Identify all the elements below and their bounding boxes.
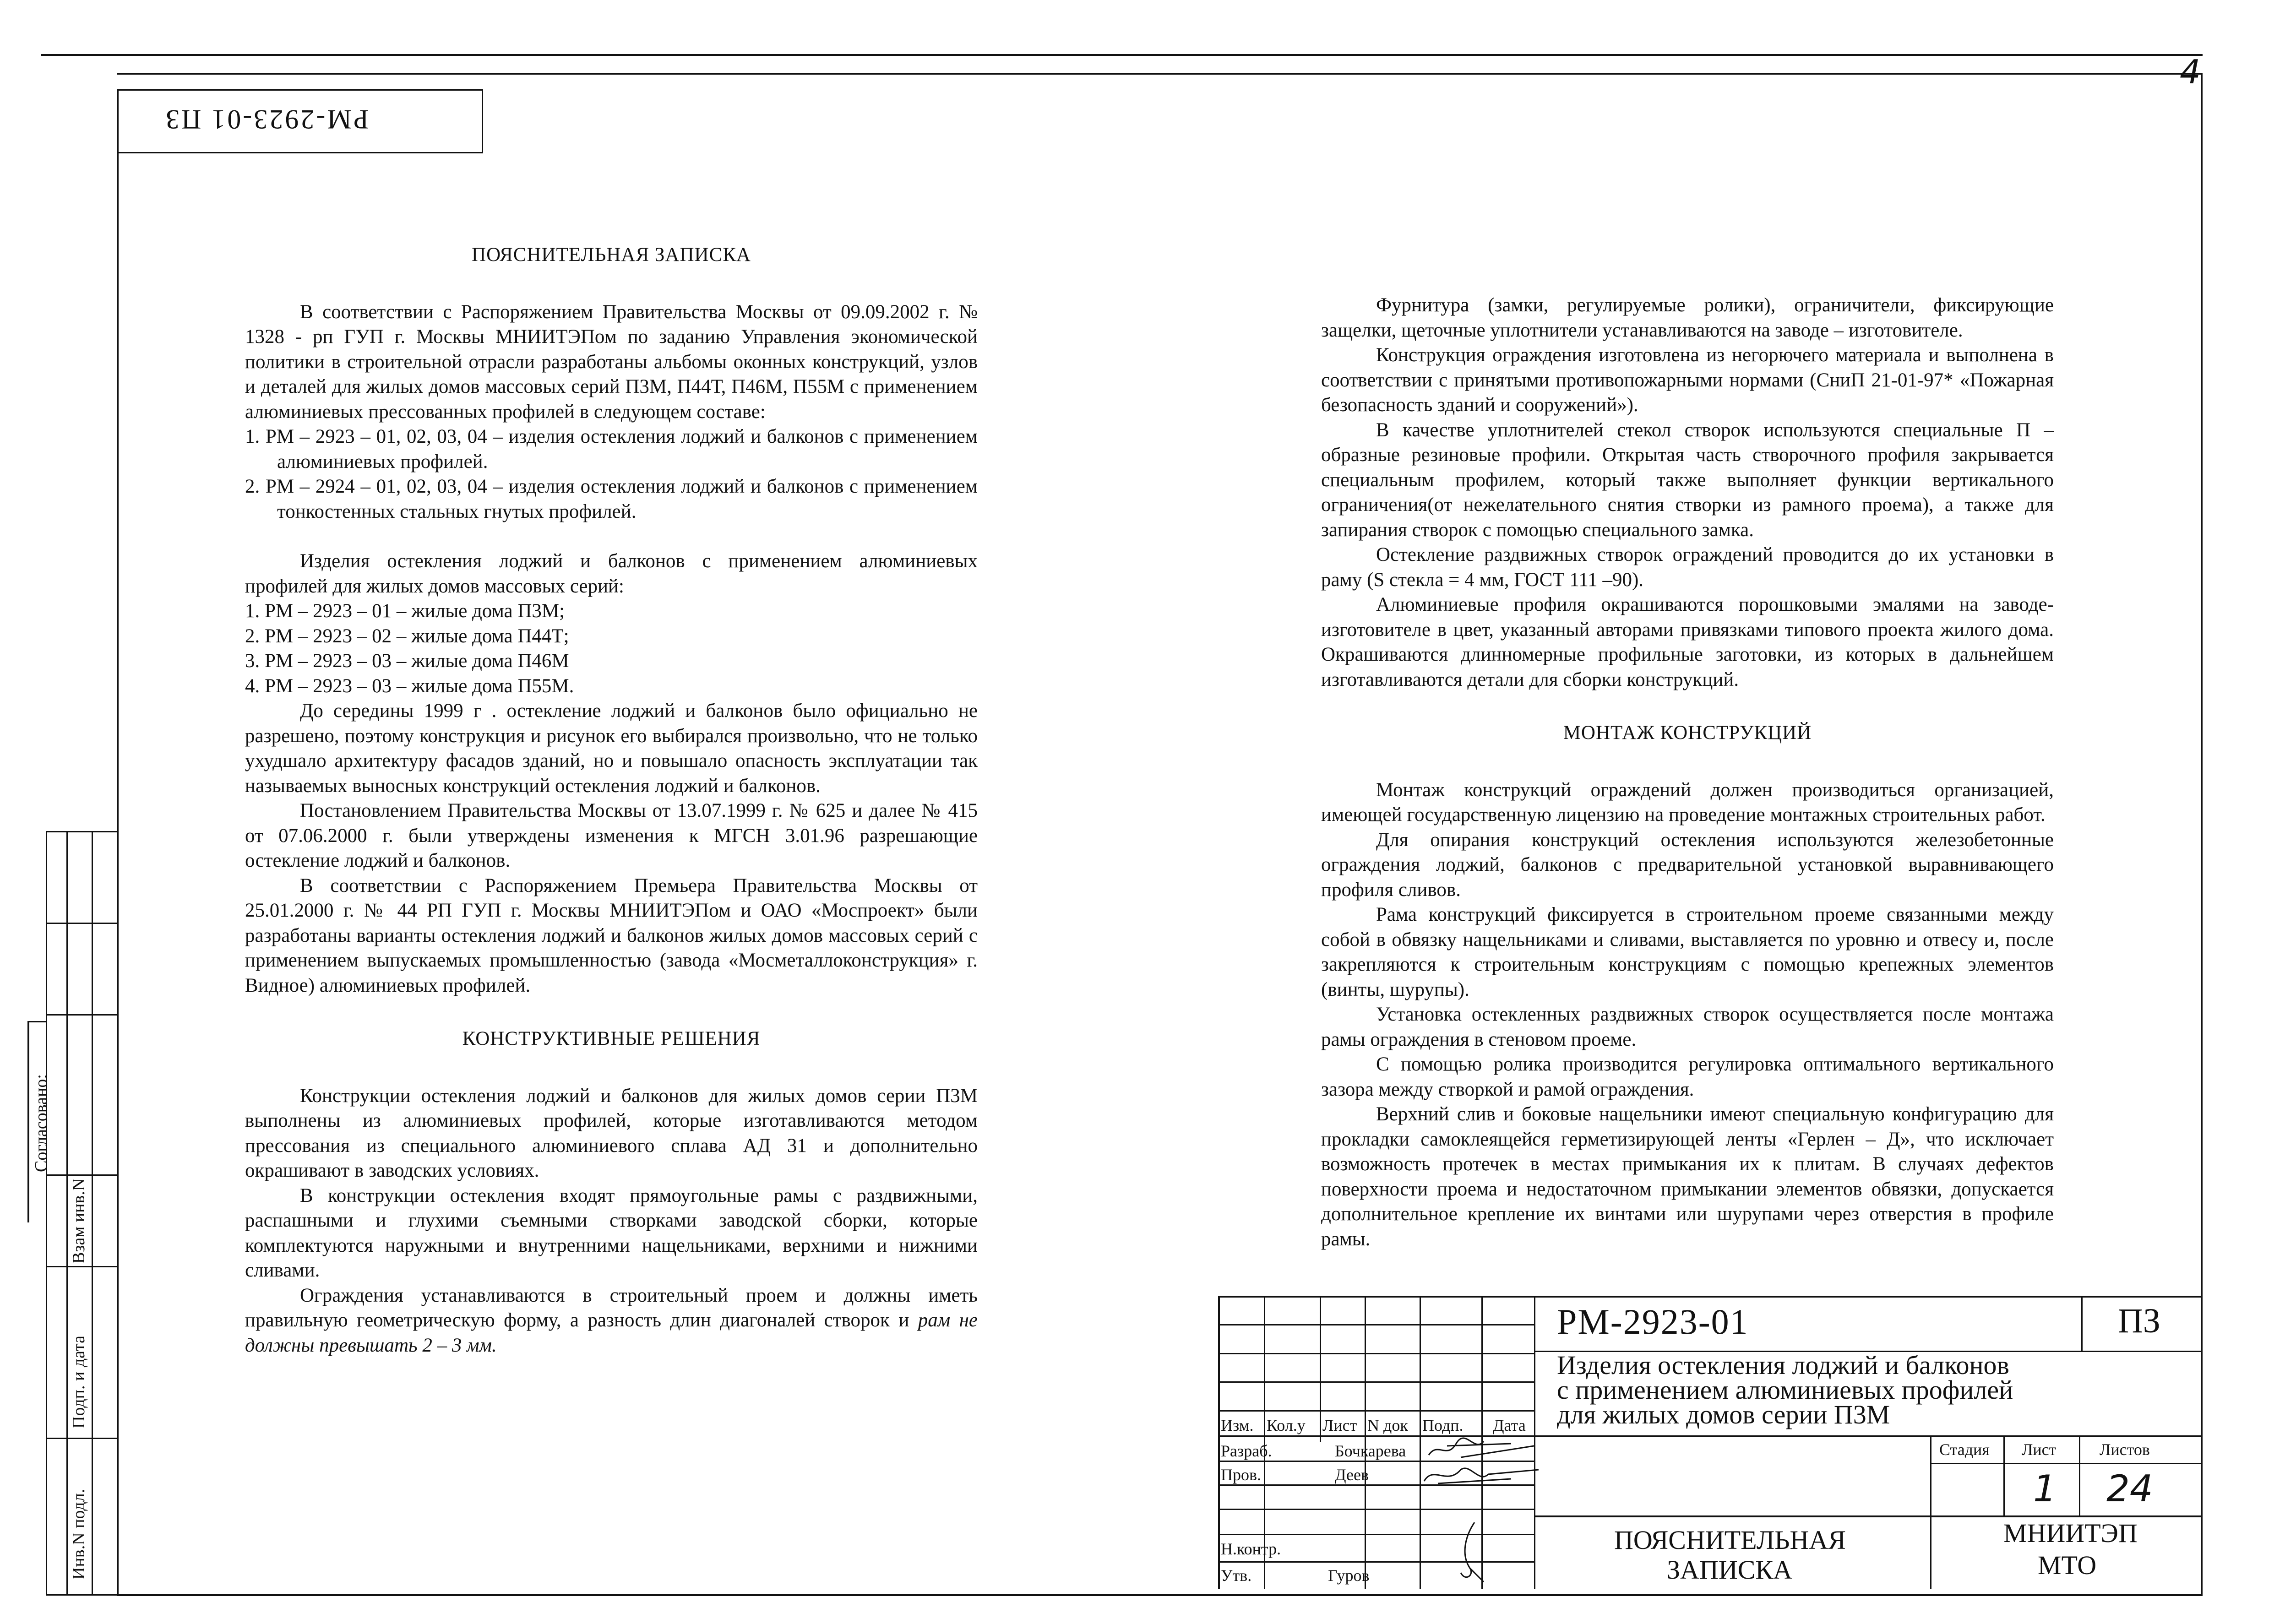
paragraph: С помощью ролика производится регулировка оптимального вертикального зазора между створкой и рамой ограждения. — [1321, 1054, 2054, 1100]
list-item: 1. РМ – 2923 – 01, 02, 03, 04 – изделия остекления лоджий и балконов с применением алюминиевых профилей. — [245, 426, 978, 473]
tb-line — [2079, 1435, 2080, 1515]
organization-line-2: МТО — [2038, 1550, 2097, 1580]
header-ndok: N док — [1367, 1416, 1408, 1434]
title-block — [1218, 1296, 2203, 1589]
paragraph: До середины 1999 г . остекление лоджий и балконов было официально не разрешено, поэтому конструкция и рисунок его выбирался произвольно, что не только ухудшало архитектуру фасадов зданий, но и повышало опасность эксплуатации так называемых выносных конструкций остекления лоджий и балконов. — [245, 700, 978, 797]
tb-line — [1320, 1296, 1321, 1442]
tb-line — [1218, 1324, 1534, 1325]
list-item: 1. РМ – 2923 – 01 – жилые дома П3М; — [245, 600, 565, 622]
row-checked: Пров. — [1221, 1466, 1261, 1484]
paragraph: Для опирания конструкций остекления используются железобетонные ограждения лоджий, балконов с предварительной установкой выравнивающего профиля сливов. — [1321, 829, 2054, 901]
heading-explanatory-note: ПОЯСНИТЕЛЬНАЯ ЗАПИСКА — [472, 244, 751, 266]
heading-installation: МОНТАЖ КОНСТРУКЦИЙ — [1563, 722, 1812, 744]
signature-developer — [1420, 1432, 1539, 1464]
side-strip-line — [66, 831, 68, 1596]
frame-bottom-line — [117, 1594, 2203, 1596]
side-strip-line — [27, 1021, 46, 1022]
paragraph: В конструкции остекления входят прямоугольные рамы с раздвижными, распашными и глухими съемными створками заводской сборки, которые комплектуются наружными и внутренними нащельниками, верхними и нижними сливами. — [245, 1184, 978, 1281]
list-item: 2. РМ – 2923 – 02 – жилые дома П44Т; — [245, 625, 569, 647]
header-podp: Подп. — [1422, 1416, 1463, 1434]
document-name-line-2: ЗАПИСКА — [1667, 1555, 1792, 1585]
tb-line — [1218, 1410, 1534, 1412]
paragraph: В качестве уплотнителей стекол створок используются специальные П – образные резиновые профили. Открытая часть створочного профиля закрывается специальным профилем, который также выполняет функции вертикального ограничения(от нежелательного снятия створки из рамного проема), а также для запирания створок с помощью специального замка. — [1321, 419, 2054, 541]
tb-line — [1218, 1353, 1534, 1354]
paragraph: Верхний слив и боковые нащельники имеют специальную конфигурацию для прокладки самоклеящейся герметизирующей ленты «Герлен – Д», что исключает возможность протечек в местах примыкания их к плитам. В случаях дефектов поверхности проема и недостаточном примыкании элементов обвязки, допускается дополнительное крепление их винтами или шурупами через отверстия в профиле рамы. — [1321, 1103, 2054, 1250]
header-kolu: Кол.у — [1267, 1416, 1306, 1434]
frame-top-line — [41, 54, 2203, 56]
paragraph: Монтаж конструкций ограждений должен производиться организацией, имеющей государственную лицензию на проведение монтажных строительных работ. — [1321, 779, 2054, 826]
row-developer: Разраб. — [1221, 1442, 1272, 1460]
page-number: 4 — [2180, 53, 2201, 91]
list-item: 2. РМ – 2924 – 01, 02, 03, 04 – изделия остекления лоджий и балконов с применением тонкостенных стальных гнутых профилей. — [245, 476, 978, 522]
approver-name: Гуров — [1328, 1566, 1370, 1585]
right-column — [1321, 293, 2054, 1252]
stage-label: Стадия — [1939, 1440, 1990, 1459]
header-izm: Изм. — [1221, 1416, 1254, 1434]
document-name-line-1: ПОЯСНИТЕЛЬНАЯ — [1614, 1525, 1846, 1555]
signature-date-label: Подп. и дата — [69, 1335, 88, 1428]
paragraph: Фурнитура (замки, регулируемые ролики), ограничители, фиксирующие защелки, щеточные уплотнители устанавливаются на заводе – изготовителе. — [1321, 294, 2054, 341]
side-strip-line — [46, 1438, 118, 1439]
paragraph-text: Ограждения устанавливаются в строительный проем и должны иметь правильную геометрическую форму, а разность длин диагоналей створок и — [245, 1284, 978, 1331]
top-stamp-text: РМ-2923-01 ПЗ — [164, 104, 369, 135]
paragraph: Постановлением Правительства Москвы от 13.07.1999 г. № 625 и далее № 415 от 07.06.2000 г. были утверждены изменения к МГСН 3.01.96 разрешающие остекление лоджий и балконов. — [245, 800, 978, 871]
tb-line — [2081, 1296, 2083, 1351]
paragraph: Установка остекленных раздвижных створок осуществляется после монтажа рамы ограждения в стеновом проеме. — [1321, 1004, 2054, 1050]
paragraph: Рама конструкций фиксируется в строительном проеме связанными между собой в обвязку нащельниками и сливами, выставляется по уровню и отвесу и, после закрепляются к строительным конструкциям с помощью крепежных элементов (винты, шурупы). — [1321, 904, 2054, 1000]
side-strip-line — [46, 1266, 118, 1267]
checker-name: Деев — [1335, 1466, 1369, 1484]
list-item: 3. РМ – 2923 – 03 – жилые дома П46М — [245, 650, 569, 672]
title-line-3: для жилых домов серии П3М — [1557, 1400, 1890, 1429]
paragraph: Остекление раздвижных створок ограждений проводится до их установки в раму (S стекла = 4 мм, ГОСТ 111 –90). — [1321, 544, 2054, 591]
list-item: 4. РМ – 2923 – 03 – жилые дома П55М. — [245, 675, 574, 697]
frame-inner-top-line — [117, 73, 2203, 75]
paragraph-italic-text: рам не должны превышать 2 – 3 мм. — [245, 1309, 978, 1356]
side-strip-line — [46, 1174, 118, 1176]
sheets-label: Листов — [2100, 1440, 2150, 1459]
developer-name: Бочкарева — [1335, 1442, 1406, 1460]
header-list: Лист — [1322, 1416, 1357, 1434]
tb-line — [1930, 1435, 1931, 1589]
paragraph — [245, 1283, 978, 1358]
header-data: Дата — [1493, 1416, 1526, 1434]
sheets-value: 24 — [2106, 1467, 2153, 1510]
signature-checker — [1420, 1461, 1548, 1488]
title-line-2: с применением алюминиевых профилей — [1557, 1375, 2013, 1405]
top-stamp — [117, 89, 483, 153]
row-norm-control: Н.контр. — [1221, 1540, 1281, 1558]
paragraph: Конструкция ограждения изготовлена из негорючего материала и выполнена в соответствии с принятыми противопожарными нормами (СниП 21-01-97* «Пожарная безопасность зданий и сооружений»). — [1321, 344, 2054, 416]
agreed-label: Согласовано: — [32, 1074, 51, 1172]
side-strip-line — [92, 831, 93, 1596]
paragraph: Конструкции остекления лоджий и балконов для жилых домов серии П3М выполнены из алюминиевых профилей, которые изготавливаются методом прессования из специального алюминиевого сплава АД 31 и дополнительно окрашивают в заводских условиях. — [245, 1085, 978, 1181]
document-type: ПЗ — [2118, 1302, 2160, 1340]
signature-approver — [1447, 1518, 1497, 1586]
tb-line — [1218, 1509, 1534, 1510]
left-column — [245, 243, 978, 1358]
sheet-value: 1 — [2033, 1467, 2056, 1510]
replacement-inventory-label: Взам инв.N — [69, 1178, 88, 1264]
tb-line — [1218, 1435, 2203, 1437]
side-strip-line — [46, 1014, 118, 1016]
document-code: РМ-2923-01 — [1557, 1302, 1749, 1342]
sheet-label: Лист — [2022, 1440, 2056, 1459]
paragraph: Алюминиевые профиля окрашиваются порошковыми эмалями на заводе-изготовителе в цвет, указанный авторами привязками типового проекта жилого дома. Окрашиваются длинномерные профильные заготовки, из которых в дальнейшем изготавливаются детали для сборки конструкций. — [1321, 594, 2054, 690]
heading-design-solutions: КОНСТРУКТИВНЫЕ РЕШЕНИЯ — [462, 1028, 761, 1049]
original-inventory-label: Инв.N подл. — [69, 1488, 88, 1580]
side-strip-line — [27, 1021, 29, 1222]
side-strip-line — [46, 923, 118, 924]
organization-line-1: МНИИТЭП — [2003, 1518, 2138, 1548]
tb-line — [1218, 1381, 1534, 1383]
tb-line — [1534, 1515, 2203, 1517]
row-approved: Утв. — [1221, 1566, 1252, 1585]
tb-line — [1218, 1296, 1220, 1589]
paragraph: В соответствии с Распоряжением Премьера Правительства Москвы от 25.01.2000 г. № 44 РП ГУП г. Москвы МНИИТЭПом и ОАО «Моспроект» были разработаны варианты остекления лоджий и балконов жилых домов массовых серий с применением выпускаемых промышленностью (завода «Мосметаллоконструкция» г. Видное) алюминиевых профилей. — [245, 874, 978, 996]
paragraph: Изделия остекления лоджий и балконов с применением алюминиевых профилей для жилых домов массовых серий: — [245, 550, 978, 597]
tb-line — [2003, 1435, 2005, 1515]
title-line-1: Изделия остекления лоджий и балконов — [1557, 1350, 2009, 1380]
paragraph: В соответствии с Распоряжением Правительства Москвы от 09.09.2002 г. № 1328 - рп ГУП г. Москвы МНИИТЭПом по заданию Управления экономической политики в строительной отрасли разработаны альбомы оконных конструкций, узлов и деталей для жилых домов массовых серий П3М, П44Т, П46М, П55М с применением алюминиевых прессованных профилей в следующем составе: — [245, 301, 978, 423]
tb-line — [1930, 1463, 2203, 1464]
